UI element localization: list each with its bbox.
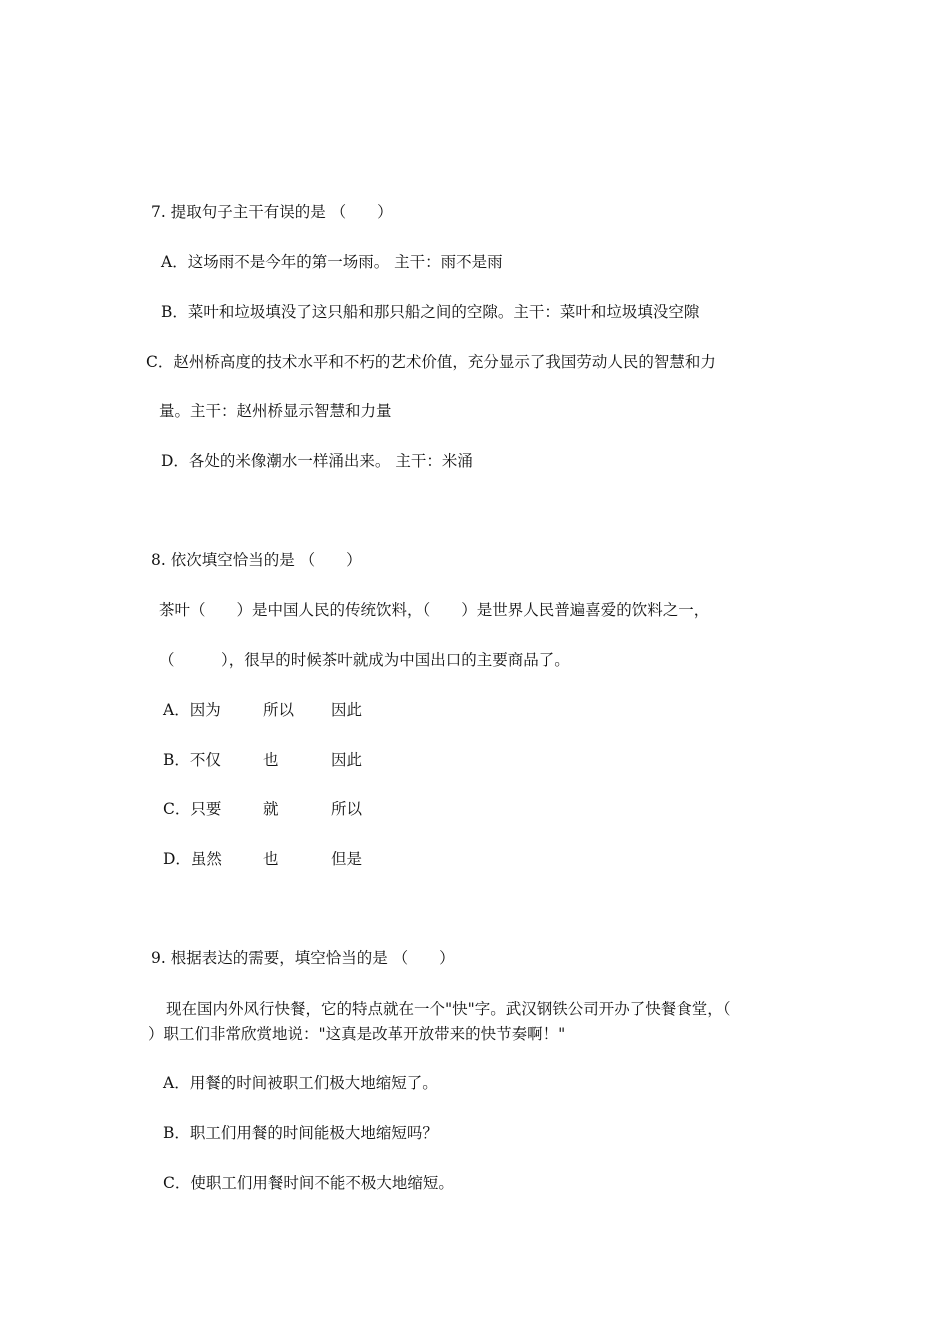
question-7-option-c: C．赵州桥高度的技术水平和不朽的艺术价值，充分显示了我国劳动人民的智慧和力: [146, 353, 716, 371]
question-9-passage-line-1: 现在国内外风行快餐，它的特点就在一个"快"字。武汉钢铁公司开办了快餐食堂，（: [166, 1000, 731, 1018]
option-word-2: 也: [263, 850, 279, 868]
option-label: B．不仅: [163, 751, 221, 769]
question-8-passage-line-2: （ ），很早的时候茶叶就成为中国出口的主要商品了。: [159, 651, 570, 669]
option-word-3: 所以: [331, 800, 363, 818]
question-7-option-a: A．这场雨不是今年的第一场雨。 主干：雨不是雨: [161, 253, 503, 271]
question-8-stem: 8. 依次填空恰当的是 （ ）: [151, 551, 362, 569]
option-word-2: 就: [263, 800, 279, 818]
question-8-passage-line-1: 茶叶（ ）是中国人民的传统饮料，（ ）是世界人民普遍喜爱的饮料之一，: [159, 601, 710, 619]
question-7-option-b: B．菜叶和垃圾填没了这只船和那只船之间的空隙。主干：菜叶和垃圾填没空隙: [161, 303, 700, 321]
question-7-stem: 7. 提取句子主干有误的是 （ ）: [151, 203, 393, 221]
option-word-2: 所以: [263, 701, 295, 719]
question-9-option-b: B．职工们用餐的时间能极大地缩短吗？: [163, 1124, 438, 1142]
option-word-3: 因此: [331, 751, 363, 769]
question-9-option-c: C．使职工们用餐时间不能不极大地缩短。: [163, 1174, 454, 1192]
question-9-stem: 9. 根据表达的需要，填空恰当的是 （ ）: [151, 949, 455, 967]
question-9-option-a: A．用餐的时间被职工们极大地缩短了。: [163, 1074, 438, 1092]
option-label: D．虽然: [163, 850, 222, 868]
option-word-3: 但是: [331, 850, 363, 868]
question-7-option-c-continued: 量。主干：赵州桥显示智慧和力量: [159, 402, 392, 420]
option-word-3: 因此: [331, 701, 363, 719]
option-label: A．因为: [163, 701, 221, 719]
question-7-option-d: D．各处的米像潮水一样涌出来。 主干：米涌: [161, 452, 473, 470]
option-word-2: 也: [263, 751, 279, 769]
option-label: C．只要: [163, 800, 222, 818]
question-9-passage-line-2: ）职工们非常欣赏地说："这真是改革开放带来的快节奏啊！": [148, 1025, 566, 1043]
